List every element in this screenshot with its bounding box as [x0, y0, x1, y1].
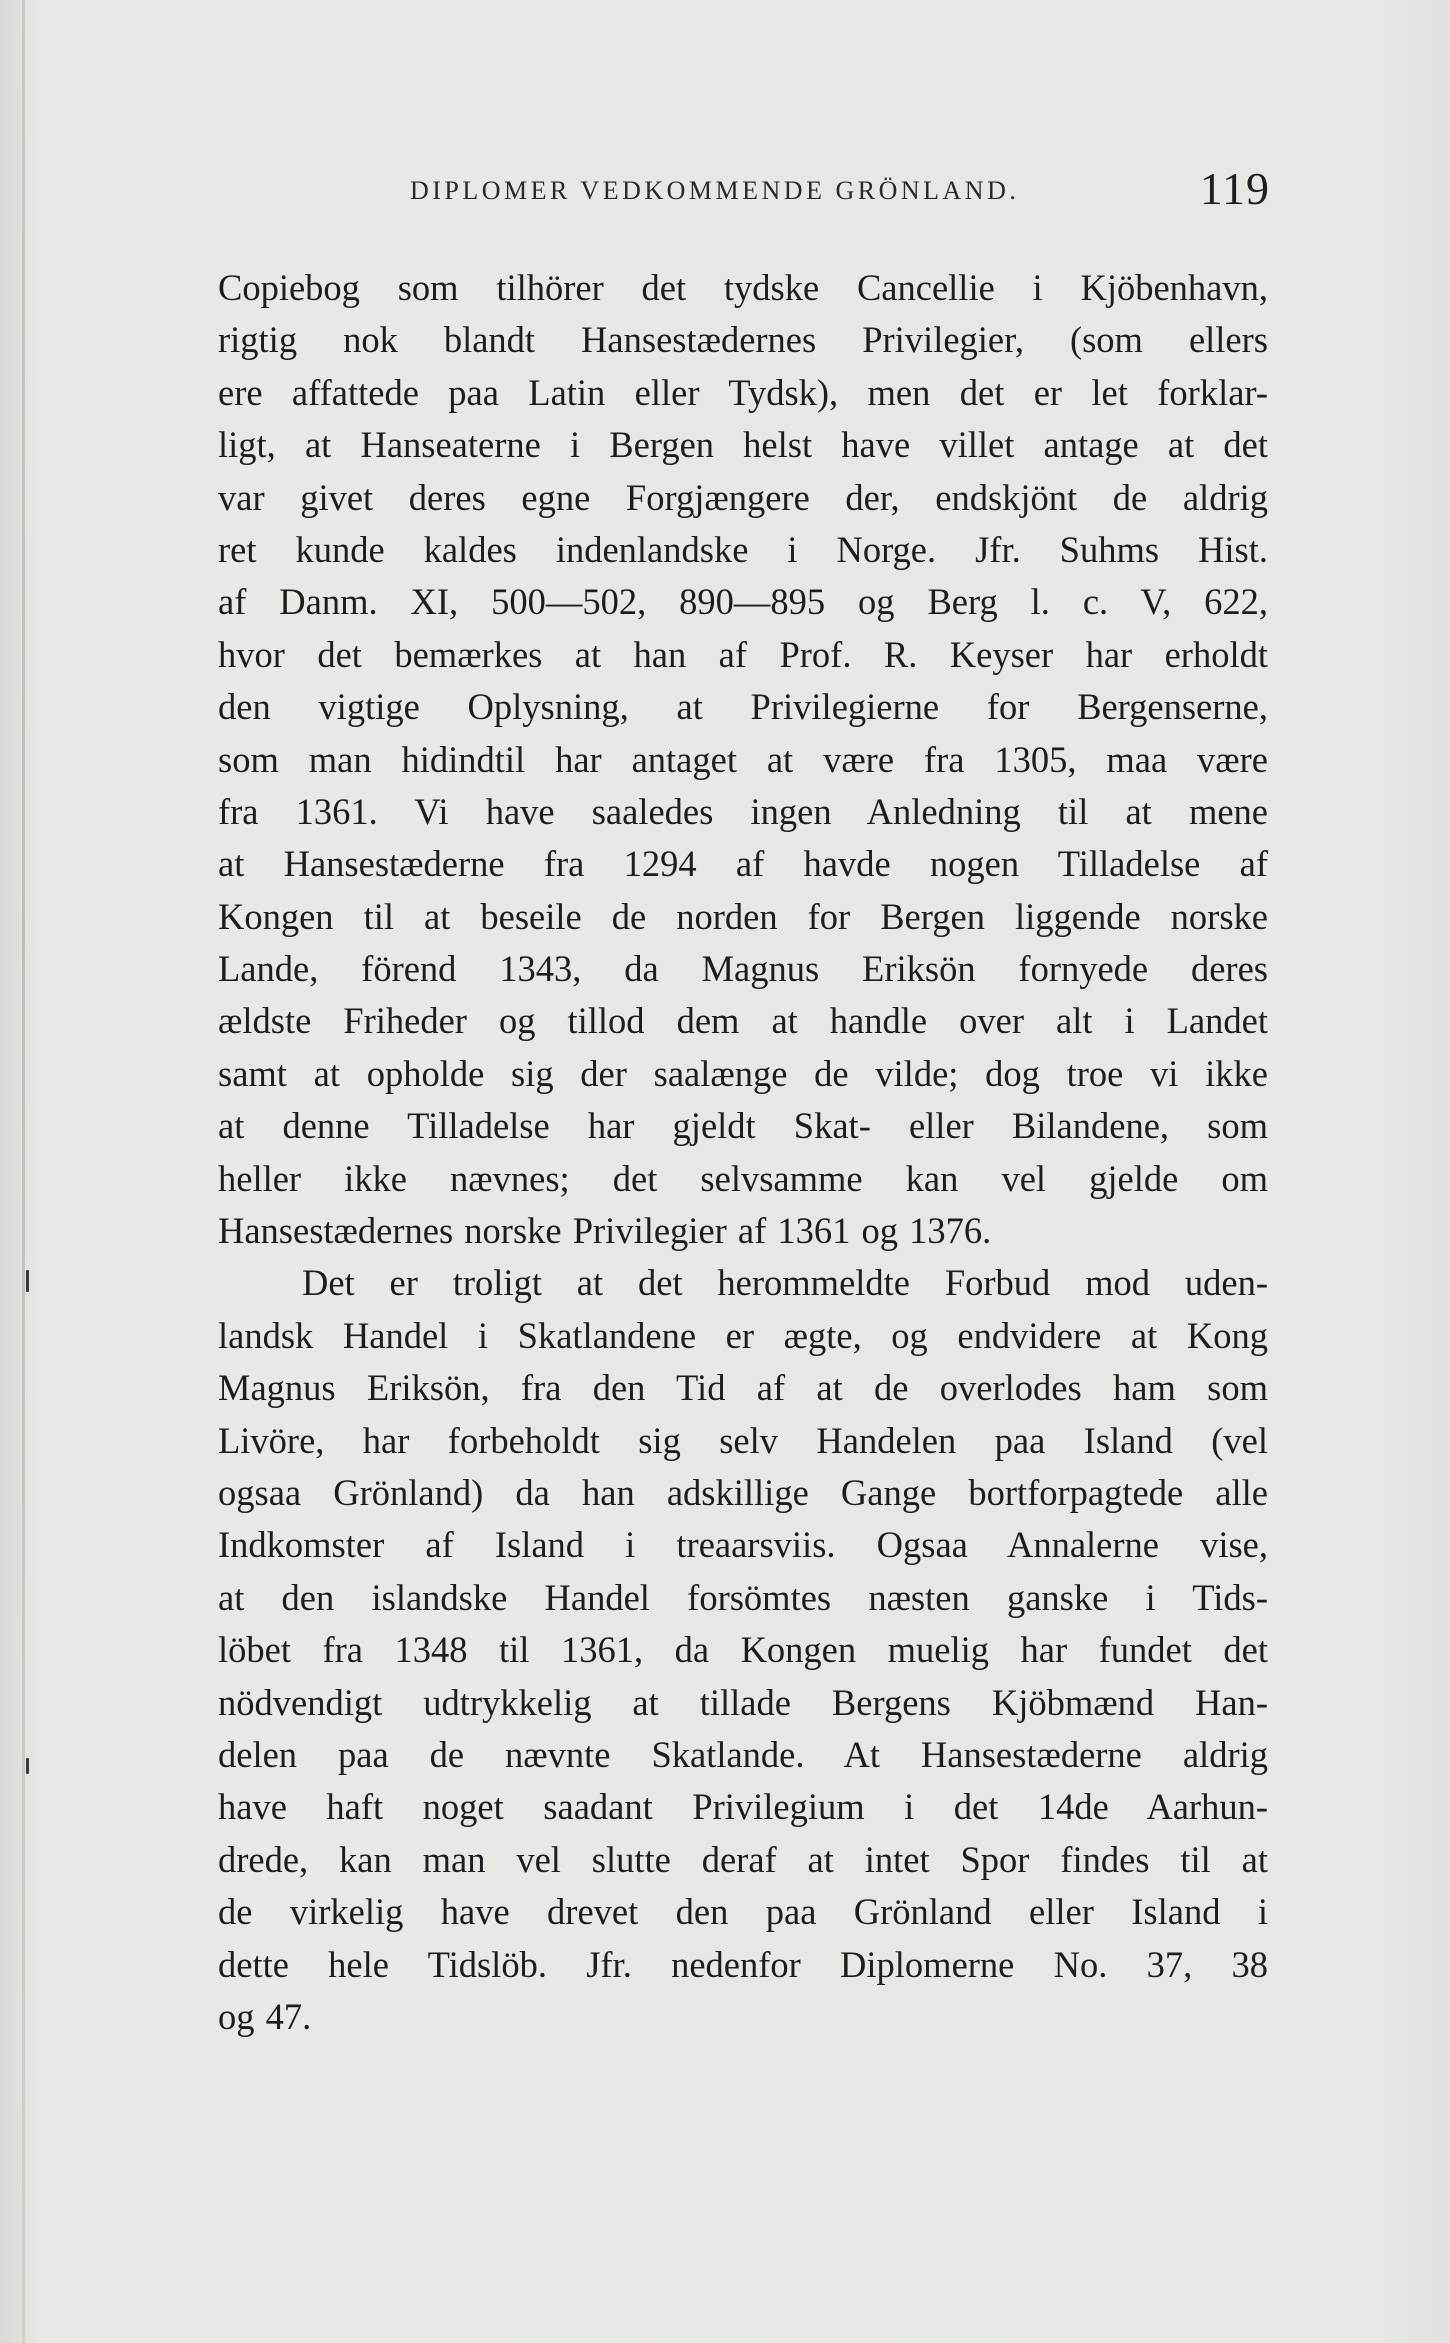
text-line: ældste Friheder og tillod dem at handle over alt i Landet [218, 1000, 1268, 1042]
running-head [210, 163, 1270, 214]
text-line: rigtig nok blandt Hansestædernes Privilegier, (som ellers [218, 319, 1268, 361]
text-line: var givet deres egne Forgjængere der, endskjönt de aldrig [218, 476, 1268, 518]
text-line: Kongen til at beseile de norden for Bergen liggende norske [218, 895, 1268, 937]
text-line: have haft noget saadant Privilegium i det 14de Aarhun- [218, 1786, 1268, 1828]
paragraph-1 [218, 262, 1268, 1257]
text-line: heller ikke nævnes; det selvsamme kan vel gjelde om [218, 1157, 1268, 1199]
text-line: landsk Handel i Skatlandene er ægte, og endvidere at Kong [218, 1314, 1268, 1356]
body-text [218, 262, 1268, 2043]
text-line: som man hidindtil har antaget at være fra 1305, maa være [218, 738, 1268, 780]
text-line: löbet fra 1348 til 1361, da Kongen muelig har fundet det [218, 1629, 1268, 1671]
text-line: Indkomster af Island i treaarsviis. Ogsaa Annalerne vise, [218, 1524, 1268, 1566]
margin-mark [26, 1758, 29, 1774]
page-number: 119 [1199, 163, 1270, 214]
text-line: ogsaa Grönland) da han adskillige Gange bortforpagtede alle [218, 1471, 1268, 1513]
text-line: dette hele Tidslöb. Jfr. nedenfor Diplomerne No. 37, 38 [218, 1943, 1268, 1985]
text-line: Magnus Eriksön, fra den Tid af at de overlodes ham som [218, 1367, 1268, 1409]
text-line: ligt, at Hanseaterne i Bergen helst have villet antage at det [218, 424, 1268, 466]
text-line: delen paa de nævnte Skatlande. At Hansestæderne aldrig [218, 1733, 1268, 1775]
text-line: ere affattede paa Latin eller Tydsk), men det er let forklar- [218, 371, 1268, 413]
text-line: Det er troligt at det herommeldte Forbud mod uden- [302, 1262, 1268, 1304]
margin-mark [26, 1270, 29, 1292]
text-line: hvor det bemærkes at han af Prof. R. Keyser har erholdt [218, 633, 1268, 675]
running-title: DIPLOMER VEDKOMMENDE GRÖNLAND. [410, 176, 1020, 205]
text-line: ret kunde kaldes indenlandske i Norge. Jfr. Suhms Hist. [218, 528, 1268, 570]
text-line: den vigtige Oplysning, at Privilegierne for Bergenserne, [218, 686, 1268, 728]
text-line: Lande, förend 1343, da Magnus Eriksön fornyede deres [218, 948, 1268, 990]
text-line: at den islandske Handel forsömtes næsten ganske i Tids- [218, 1576, 1268, 1618]
text-line: Livöre, har forbeholdt sig selv Handelen paa Island (vel [218, 1419, 1268, 1461]
text-line: af Danm. XI, 500—502, 890—895 og Berg l. c. V, 622, [218, 581, 1268, 623]
text-line: at denne Tilladelse har gjeldt Skat- eller Bilandene, som [218, 1105, 1268, 1147]
text-line: fra 1361. Vi have saaledes ingen Anledning til at mene [218, 790, 1268, 832]
paragraph-2 [218, 1257, 1268, 2043]
text-line: Hansestædernes norske Privilegier af 1361 og 1376. [218, 1210, 992, 1252]
text-line: nödvendigt udtrykkelig at tillade Bergens Kjöbmænd Han- [218, 1681, 1268, 1723]
binding-edge [22, 0, 25, 2343]
text-line: at Hansestæderne fra 1294 af havde nogen Tilladelse af [218, 843, 1268, 885]
text-line: drede, kan man vel slutte deraf at intet Spor findes til at [218, 1838, 1268, 1880]
text-line: og 47. [218, 1995, 312, 2037]
text-line: samt at opholde sig der saalænge de vilde; dog troe vi ikke [218, 1052, 1268, 1094]
text-line: de virkelig have drevet den paa Grönland eller Island i [218, 1891, 1268, 1933]
text-line: Copiebog som tilhörer det tydske Cancellie i Kjöbenhavn, [218, 267, 1268, 308]
